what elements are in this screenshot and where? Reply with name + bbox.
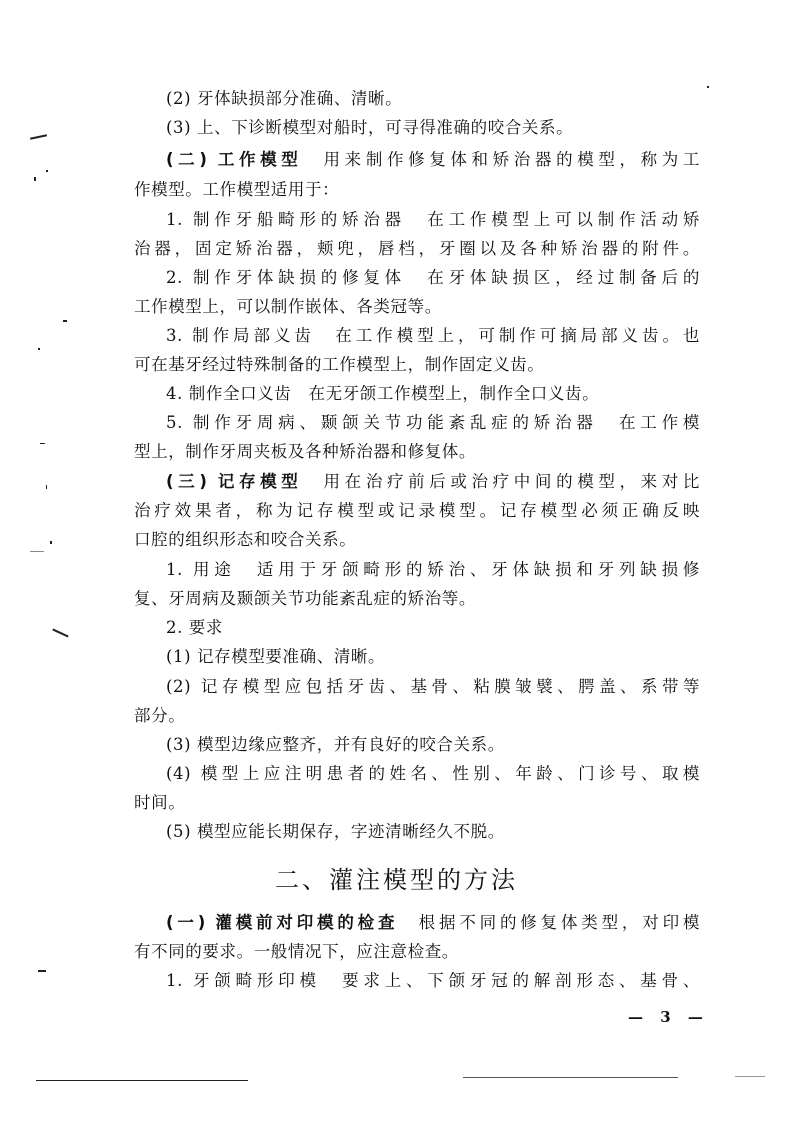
margin-speck	[30, 134, 47, 139]
text-line: 1. 用途 适用于牙颌畸形的矫治、牙体缺损和牙列缺损修	[166, 560, 700, 579]
text-line: 可在基牙经过特殊制备的工作模型上，制作固定义齿。	[134, 355, 545, 374]
text-line: (1) 记存模型要准确、清晰。	[166, 647, 386, 666]
text-line: 口腔的组织形态和咬合关系。	[134, 530, 357, 549]
margin-speck	[63, 320, 67, 322]
text-line: 1. 牙颌畸形印模 要求上、下颌牙冠的解剖形态、基骨、	[166, 971, 700, 990]
scan-line-left	[36, 1080, 248, 1081]
margin-speck	[30, 551, 44, 552]
subheading-impression-check: (一) 灌模前对印模的检查 根据不同的修复体类型，对印模	[166, 913, 700, 932]
text-line: 作模型。工作模型适用于：	[134, 180, 340, 199]
subheading-working-model: (二) 工作模型 用来制作修复体和矫治器的模型，称为工	[166, 150, 700, 169]
subheading-record-model: (三) 记存模型 用在治疗前后或治疗中间的模型，来对比	[166, 472, 700, 491]
margin-speck	[34, 177, 36, 181]
bold-lead: (二) 工作模型	[166, 150, 303, 169]
margin-speck	[50, 541, 52, 544]
margin-speck	[40, 443, 45, 444]
scan-line-edge	[735, 1076, 765, 1077]
margin-speck	[52, 629, 68, 638]
text-line: 型上，制作牙周夹板及各种矫治器和修复体。	[134, 442, 476, 461]
text-line: 时间。	[134, 793, 186, 812]
bold-lead: (三) 记存模型	[166, 472, 303, 491]
text-line: 5. 制作牙周病、颞颌关节功能紊乱症的矫治器 在工作模	[166, 413, 701, 432]
margin-speck	[38, 970, 46, 972]
text-line: 治器，固定矫治器，颊兜，唇档，牙圈以及各种矫治器的附件。	[134, 239, 700, 258]
text-line: 2. 制作牙体缺损的修复体 在牙体缺损区，经过制备后的	[166, 268, 700, 287]
text-line: 治疗效果者，称为记存模型或记录模型。记存模型必须正确反映	[134, 501, 700, 520]
text-line: (4) 模型上应注明患者的姓名、性别、年龄、门诊号、取模	[166, 764, 700, 783]
bold-lead: (一) 灌模前对印模的检查	[166, 913, 399, 932]
text-line: (2) 牙体缺损部分准确、清晰。	[166, 89, 403, 108]
margin-speck	[38, 348, 40, 350]
text-line: (5) 模型应能长期保存，字迹清晰经久不脱。	[166, 822, 505, 841]
text-line: 2. 要求	[166, 618, 223, 637]
text-line: 有不同的要求。一般情况下，应注意检查。	[134, 942, 459, 961]
text-line: 部分。	[134, 706, 186, 725]
margin-speck	[46, 170, 48, 172]
text-line: 复、牙周病及颞颌关节功能紊乱症的矫治等。	[134, 589, 476, 608]
text-line: (3) 上、下诊断模型对船时，可寻得准确的咬合关系。	[166, 118, 574, 137]
margin-speck	[46, 485, 47, 489]
margin-speck	[707, 86, 709, 88]
text-line: 1. 制作牙船畸形的矫治器 在工作模型上可以制作活动矫	[166, 210, 700, 229]
scan-line-right	[463, 1077, 678, 1078]
text-line: 3. 制作局部义齿 在工作模型上，可制作可摘局部义齿。也	[166, 326, 700, 345]
text-line: (2) 记存模型应包括牙齿、基骨、粘膜皱襞、腭盖、系带等	[166, 677, 700, 696]
text-line: 工作模型上，可以制作嵌体、各类冠等。	[134, 297, 442, 316]
text-line: (3) 模型边缘应整齐，并有良好的咬合关系。	[166, 735, 505, 754]
text-line: 4. 制作全口义齿 在无牙颌工作模型上，制作全口义齿。	[166, 384, 600, 403]
section-title: 二、灌注模型的方法	[275, 866, 518, 894]
page-number: — 3 —	[628, 1008, 709, 1026]
